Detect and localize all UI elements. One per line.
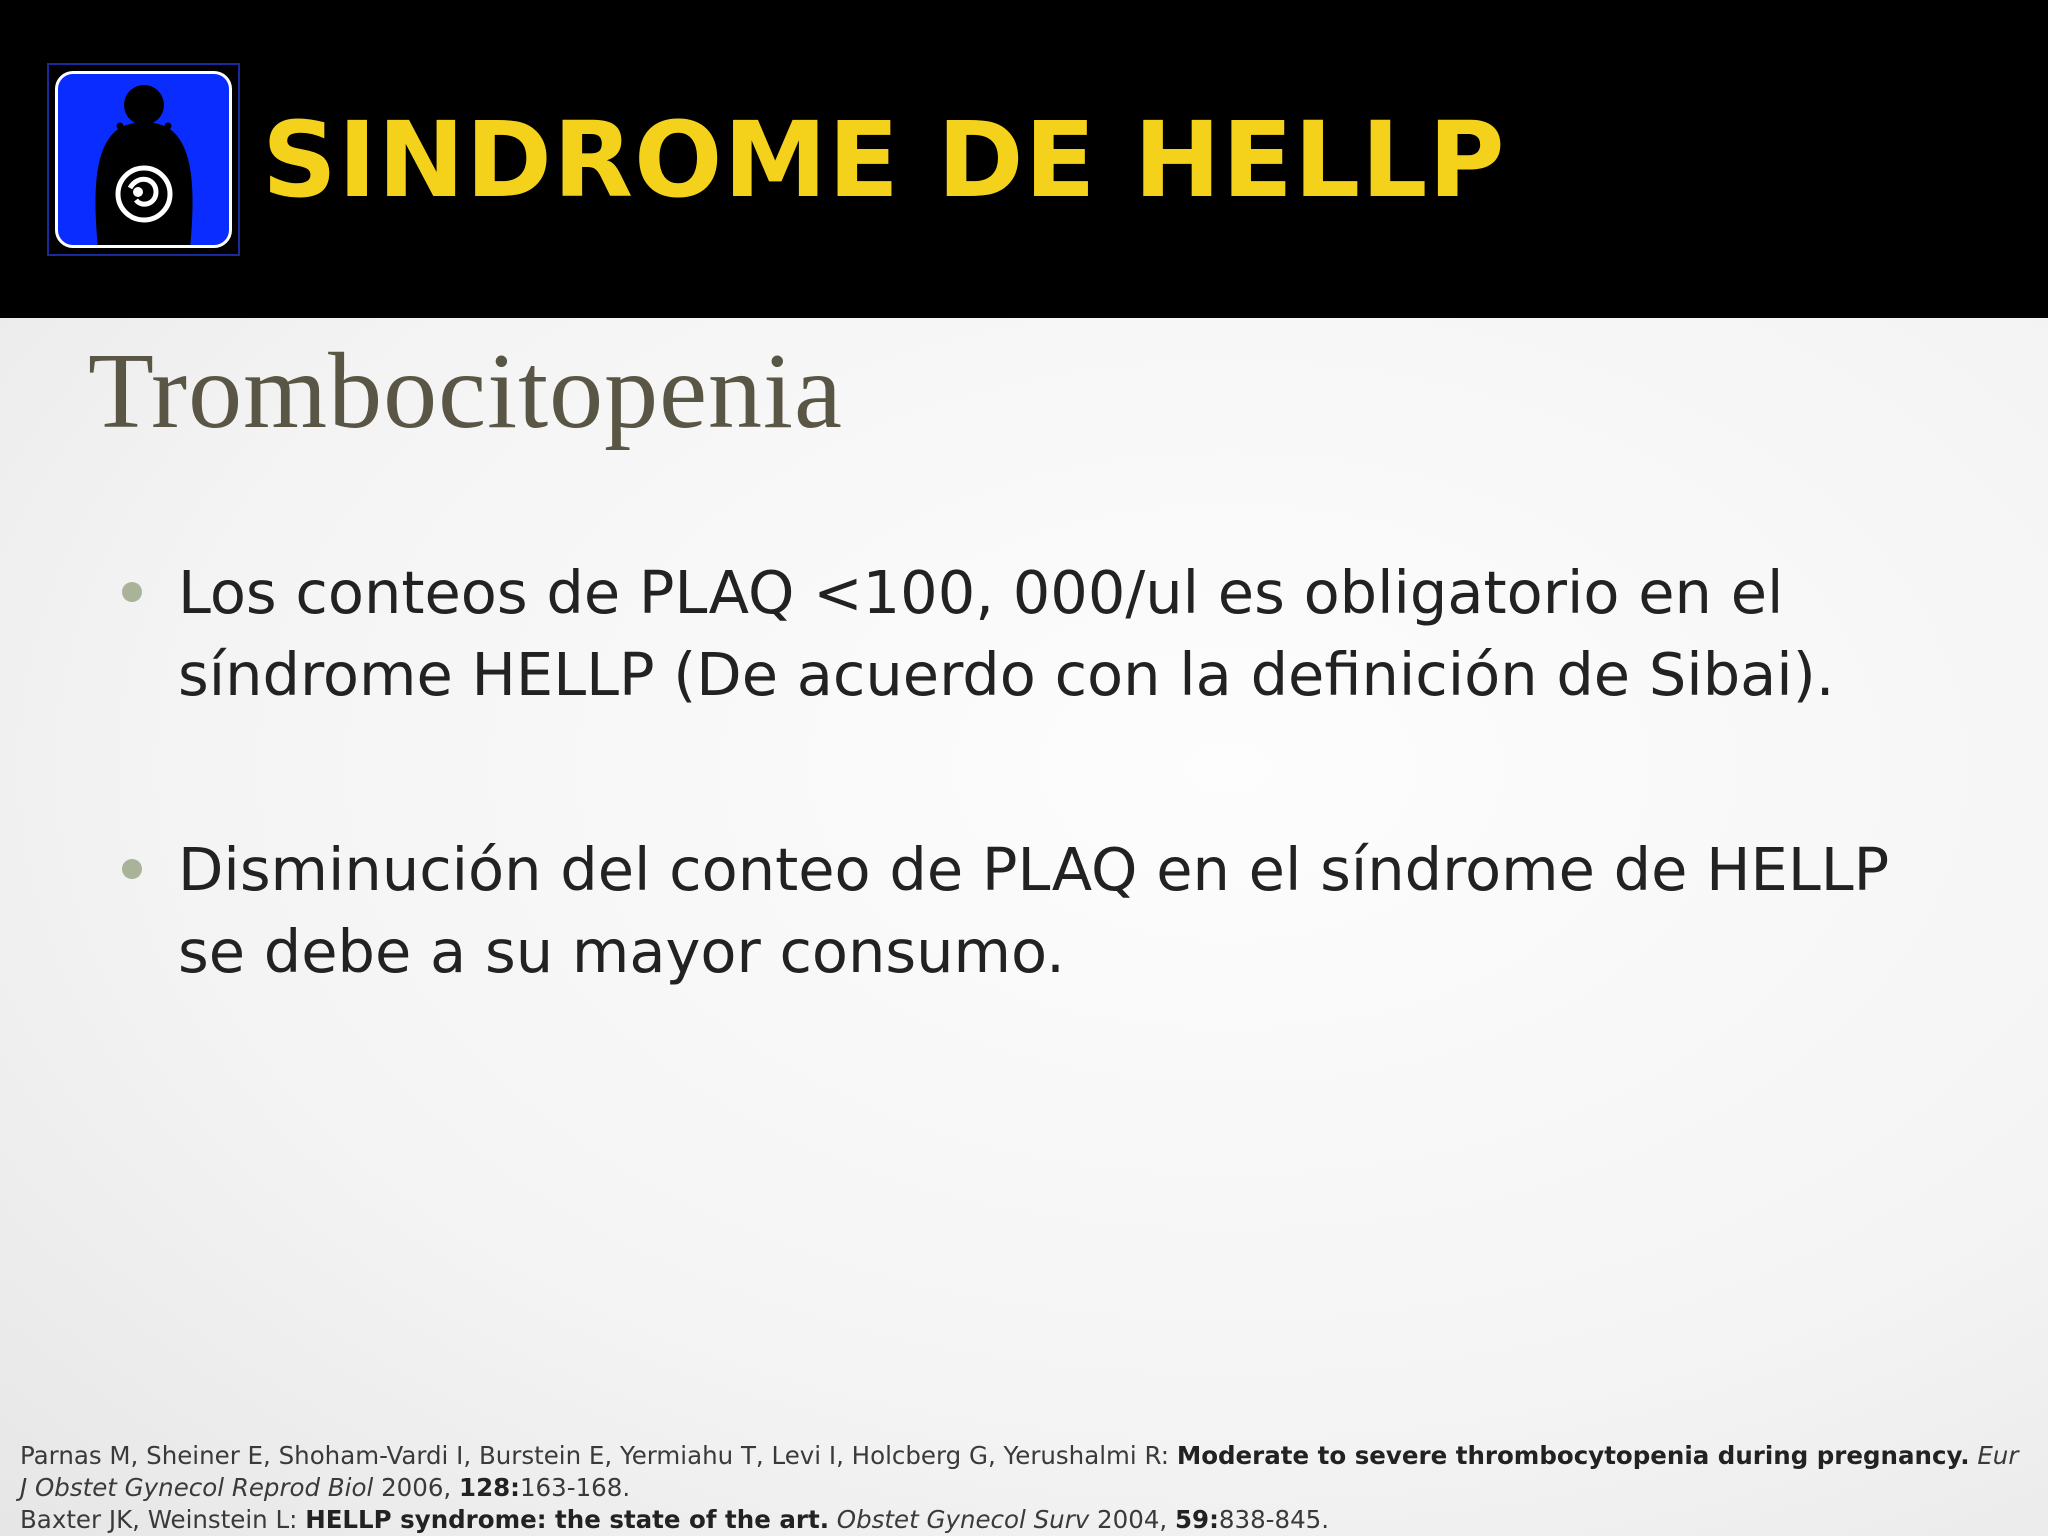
bullet-item bbox=[120, 829, 1920, 993]
reference-item bbox=[20, 1440, 2030, 1504]
slide-heading: Trombocitopenia bbox=[88, 332, 843, 451]
reference-title: Moderate to severe thrombocytopenia during pregnancy. bbox=[1176, 1441, 1970, 1470]
bullet-dot-icon bbox=[122, 582, 142, 602]
reference-authors: Baxter JK, Weinstein L: bbox=[20, 1505, 306, 1534]
reference-volume: 59: bbox=[1174, 1505, 1219, 1534]
bullet-dot-icon bbox=[122, 859, 142, 879]
reference-pages: 838-845. bbox=[1218, 1505, 1330, 1534]
logo bbox=[47, 63, 240, 256]
reference-journal: Eur J Obstet Gynecol Reprod Biol bbox=[20, 1441, 2019, 1502]
reference-year: 2006, bbox=[373, 1473, 460, 1502]
reference-authors: Parnas M, Sheiner E, Shoham-Vardi I, Burstein E, Yermiahu T, Levi I, Holcberg G, Yerushalmi R: bbox=[20, 1441, 1177, 1470]
bullet-item bbox=[120, 552, 1920, 716]
reference-journal: Obstet Gynecol Surv bbox=[836, 1505, 1090, 1534]
header-bar bbox=[0, 0, 2048, 318]
bullet-text: Disminución del conteo de PLAQ en el síndrome de HELLP se debe a su mayor consumo. bbox=[178, 835, 1890, 986]
reference-year: 2004, bbox=[1089, 1505, 1175, 1534]
reference-pages: 163-168. bbox=[519, 1473, 631, 1502]
reference-item bbox=[20, 1504, 2030, 1536]
pregnant-woman-graphic bbox=[58, 74, 229, 245]
pregnant-woman-icon bbox=[55, 71, 232, 248]
reference-title: HELLP syndrome: the state of the art. bbox=[305, 1505, 829, 1534]
references bbox=[20, 1440, 2030, 1536]
bullet-list bbox=[120, 552, 1920, 993]
reference-volume: 128: bbox=[459, 1473, 520, 1502]
slide-banner-title: SINDROME DE HELLP bbox=[262, 99, 1506, 221]
bullet-text: Los conteos de PLAQ <100, 000/ul es obligatorio en el síndrome HELLP (De acuerdo con la definición de Sibai). bbox=[178, 558, 1835, 709]
